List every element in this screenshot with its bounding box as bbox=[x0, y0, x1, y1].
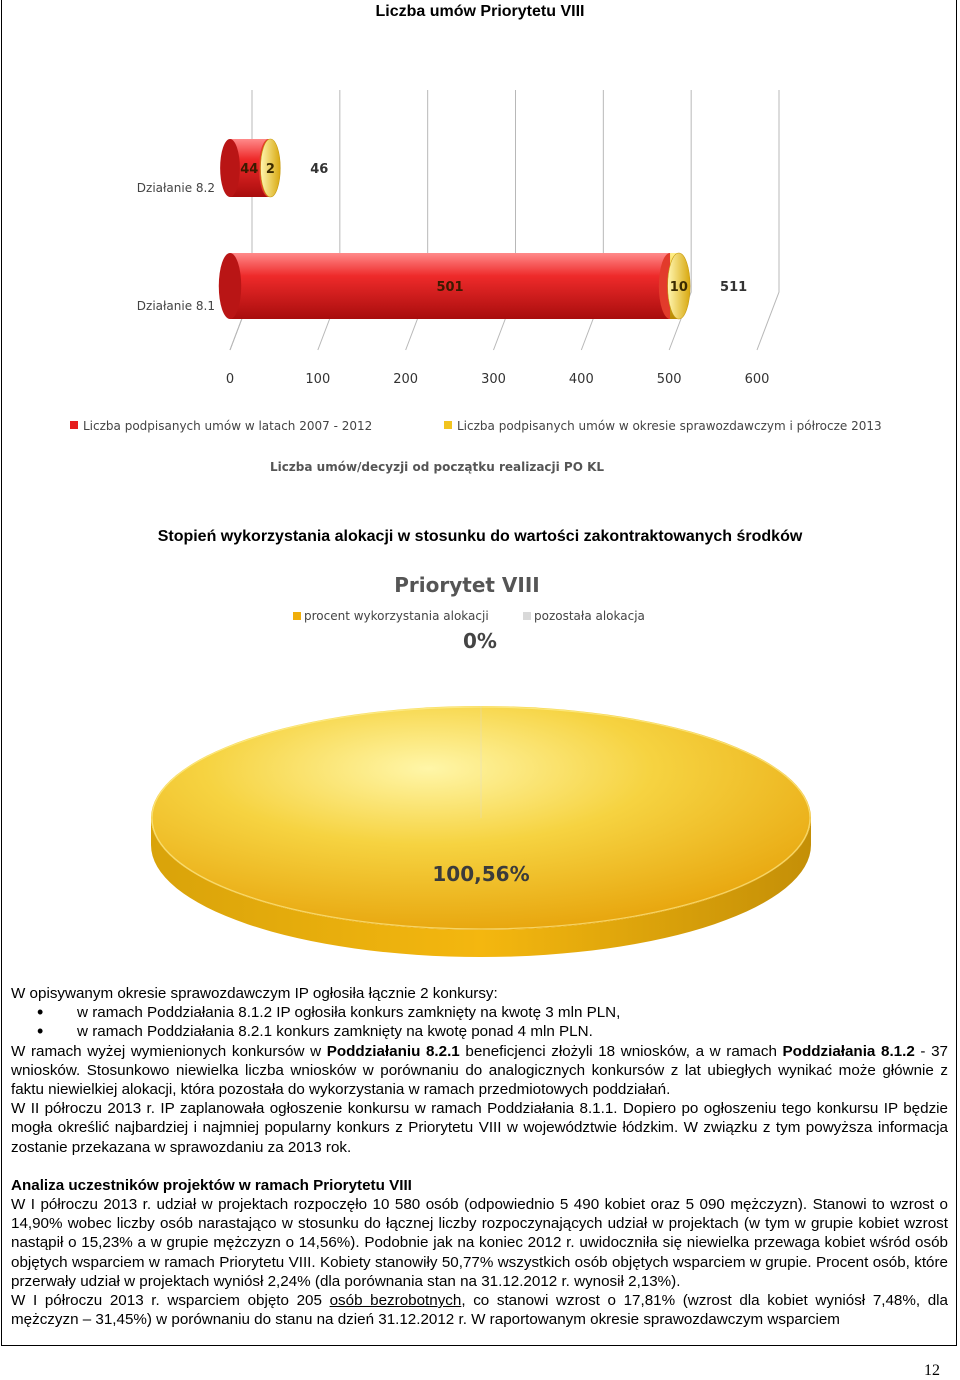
pie-value-label: 100,56% bbox=[432, 862, 530, 886]
competition-list bbox=[11, 1003, 948, 1041]
x-tick-label: 300 bbox=[481, 372, 506, 387]
paragraph-unemployed bbox=[11, 1291, 948, 1329]
chart2-heading: Stopień wykorzystania alokacji w stosunku do wartości zakontraktowanych środków bbox=[157, 528, 803, 545]
section-heading: Analiza uczestników projektów w ramach Priorytetu VIII bbox=[11, 1176, 412, 1194]
legend-label: Liczba podpisanych umów w latach 2007 - 2012 bbox=[83, 419, 373, 433]
grid-line bbox=[757, 90, 779, 350]
chart1-heading: Liczba umów Priorytetu VIII bbox=[375, 3, 585, 20]
list-item: • w ramach Poddziałania 8.2.1 konkurs zamknięty na kwotę ponad 4 mln PLN. bbox=[11, 1022, 948, 1041]
pie-value-label: 0% bbox=[463, 629, 497, 653]
paragraph-plans: W II półroczu 2013 r. IP zaplanowała ogłoszenie konkursu w ramach Poddziałania 8.1.1. Dopiero po ogłoszeniu tego konkursu IP będzie mogła określić najbardziej i najmniej popularny konkurs z Priorytetu VIII w województwie łódzkim. W związku z tym powyższa informacja zostanie przekazana w sprawozdaniu za 2013 rok. bbox=[11, 1100, 948, 1156]
category-label: Działanie 8.2 bbox=[136, 181, 215, 195]
text-run-underlined: osób bezrobotnych bbox=[329, 1292, 462, 1310]
text-run-bold: Poddziałania 8.1.2 bbox=[782, 1042, 915, 1060]
value-label: 2 bbox=[265, 162, 275, 177]
x-tick-label: 200 bbox=[393, 372, 419, 387]
text-run-bold: Poddziałaniu 8.2.1 bbox=[326, 1042, 460, 1060]
paragraph-intro: W opisywanym okresie sprawozdawczym IP ogłosiła łącznie 2 konkursy: bbox=[11, 985, 498, 1002]
legend-swatch bbox=[293, 612, 301, 620]
list-item: • w ramach Poddziałania 8.1.2 IP ogłosiła konkurs zamknięty na kwotę 3 mln PLN, bbox=[11, 1003, 948, 1022]
legend-swatch bbox=[444, 421, 452, 429]
pie-title: Priorytet VIII bbox=[394, 573, 540, 597]
paragraph-participants: W I półroczu 2013 r. udział w projektach rozpoczęło 10 580 osób (odpowiednio 5 490 kobiet oraz 5 090 mężczyzn). Stanowi to wzrost o 14,90% wobec liczby osób narastająco w stosunku do łącznej liczby rozpoczynających udział w projektach (w tym w grupie kobiet wzrost nastąpił o 15,23% a w grupie mężczyzn o 14,56%). Podobnie jak na koniec 2012 r. uwidoczniła się niewielka przewaga kobiet wśród osób objętych wsparciem w ramach Priorytetu VIII. Kobiety stanowiły 50,77% wszystkich osób objętych wsparciem w grupie. Procent osób, które przerwały udział w projektach wyniósł 2,24% (dla porównania stan na 31.12.2012 r. wynosił 2,13%). bbox=[11, 1196, 948, 1290]
x-tick-label: 600 bbox=[744, 372, 770, 387]
value-label: 10 bbox=[669, 280, 688, 295]
text-run: , co stanowi wzrost o 17,81% (wzrost dla kobiet wyniósł 7,48%, dla mężczyzn – 31,45%) w porównaniu do stanu na dzień 31.12.2012 r. W raportowanym okresie sprawozdawczym wsparciem bbox=[11, 1292, 948, 1329]
body-text bbox=[11, 984, 948, 1329]
x-tick-label: 500 bbox=[656, 372, 682, 387]
category-label: Działanie 8.1 bbox=[136, 299, 215, 313]
value-label: 501 bbox=[436, 280, 464, 295]
pie-chart bbox=[0, 565, 960, 960]
legend-swatch bbox=[523, 612, 531, 620]
text-run: W ramach wyżej wymienionych konkursów w bbox=[11, 1042, 327, 1060]
legend-label: pozostała alokacja bbox=[534, 609, 645, 623]
value-label: 44 bbox=[240, 162, 259, 177]
page-number: 12 bbox=[924, 1362, 940, 1379]
text-run: W I półroczu 2013 r. wsparciem objęto 205 bbox=[11, 1292, 330, 1310]
text-run: - 37 wniosków. Stosunkowo niewielka liczba wniosków w porównaniu do analogicznych konkursów z lat ubiegłych wynikać może głównie z faktu niewielkiej alokacji, która pozostała do wykorzystania w ramach przedmiotowych poddziałań. bbox=[11, 1042, 949, 1099]
text-run: beneficjenci złożyli 18 wniosków, a w ramach bbox=[459, 1042, 783, 1060]
total-label: 46 bbox=[310, 162, 329, 177]
x-tick-label: 400 bbox=[568, 372, 594, 387]
total-label: 511 bbox=[720, 280, 748, 295]
bar-chart bbox=[0, 80, 960, 480]
legend-swatch bbox=[70, 421, 78, 429]
legend-label: Liczba podpisanych umów w okresie sprawozdawczym i półrocze 2013 bbox=[457, 419, 882, 433]
x-axis-title: Liczba umów/decyzji od początku realizacji PO KL bbox=[269, 460, 605, 474]
x-tick-label: 100 bbox=[305, 372, 331, 387]
legend-label: procent wykorzystania alokacji bbox=[304, 609, 489, 623]
x-tick-label: 0 bbox=[225, 372, 235, 387]
paragraph-applications bbox=[11, 1042, 948, 1100]
